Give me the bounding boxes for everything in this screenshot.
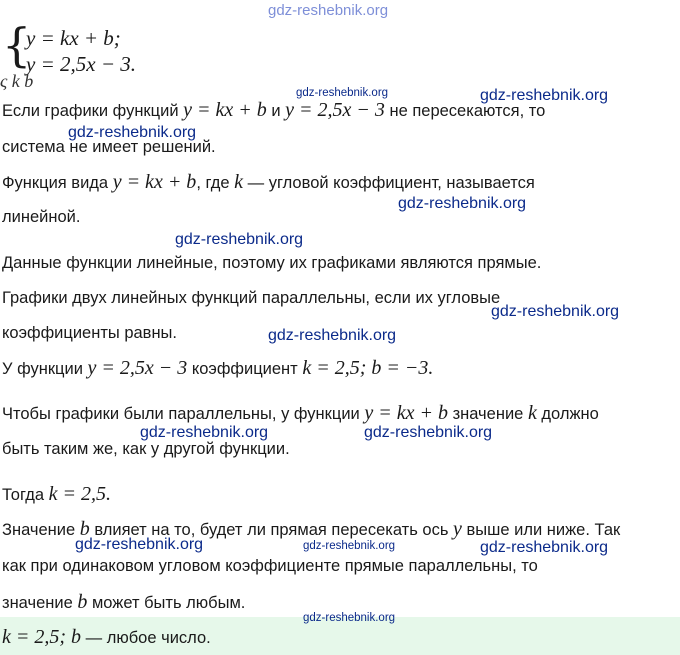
watermark: gdz-reshebnik.org: [140, 424, 269, 441]
system-equation-1: y = kx + b;: [26, 26, 121, 50]
paragraph-7: Тогда k = 2,5.: [2, 483, 112, 505]
watermark: gdz-reshebnik.org: [480, 87, 609, 104]
watermark-top: gdz-reshebnik.org: [268, 2, 389, 19]
watermark: gdz-reshebnik.org: [364, 424, 493, 441]
watermark: gdz-reshebnik.org: [480, 539, 609, 556]
paragraph-4-line-2: коэффициенты равны.: [2, 324, 177, 342]
paragraph-3: Данные функции линейные, поэтому их графиками являются прямые.: [2, 254, 542, 272]
watermark: gdz-reshebnik.org: [303, 612, 396, 624]
answer-line: k = 2,5; b — любое число.: [2, 626, 211, 648]
paragraph-8-line-1: Значение b влияет на то, будет ли прямая пересекать ось y выше или ниже. Так: [2, 518, 621, 540]
watermark: gdz-reshebnik.org: [491, 303, 620, 320]
cut-off-line: [0, 71, 130, 91]
watermark: gdz-reshebnik.org: [75, 536, 204, 553]
watermark: gdz-reshebnik.org: [398, 195, 527, 212]
paragraph-1-line-2: система не имеет решений.: [2, 138, 216, 156]
paragraph-2-line-2: линейной.: [2, 208, 81, 226]
system-brace: {: [2, 18, 32, 72]
paragraph-6-line-1: Чтобы графики были параллельны, у функции y = kx + b значение k должно: [2, 402, 599, 424]
paragraph-5: У функции y = 2,5x − 3 коэффициент k = 2,5; b = −3.: [2, 357, 434, 379]
paragraph-4-line-1: Графики двух линейных функций параллельны, если их угловые: [2, 289, 501, 307]
cut-off-fragment: ς k b: [0, 71, 34, 91]
paragraph-1-line-1: Если графики функций y = kx + b и y = 2,5x − 3 не пересекаются, то: [2, 99, 546, 121]
paragraph-8-line-3: значение b может быть любым.: [2, 591, 246, 613]
watermark: gdz-reshebnik.org: [268, 327, 397, 344]
paragraph-2-line-1: Функция вида y = kx + b, где k — угловой коэффициент, называется: [2, 171, 535, 193]
watermark: gdz-reshebnik.org: [303, 540, 396, 552]
watermark: gdz-reshebnik.org: [68, 124, 197, 141]
paragraph-8-line-2: как при одинаковом угловом коэффициенте прямые параллельны, то: [2, 557, 538, 575]
watermark: gdz-reshebnik.org: [296, 87, 389, 99]
watermark: gdz-reshebnik.org: [175, 231, 304, 248]
system-equation-2: y = 2,5x − 3.: [26, 52, 136, 76]
paragraph-6-line-2: быть таким же, как у другой функции.: [2, 440, 290, 458]
